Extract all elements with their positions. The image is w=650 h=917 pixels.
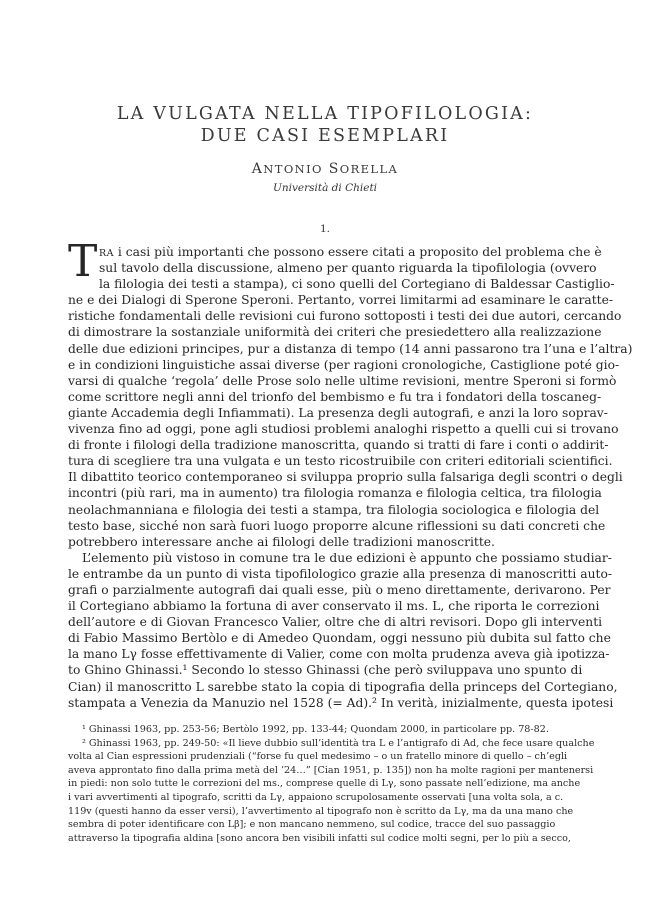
footnote-line: 119v (questi hanno da esser versi), l’avvertimento al tipografo non è scritto da Lγ, ma da una mano che [68,805,574,817]
title-line-2: DUE CASI ESEMPLARI [200,126,450,146]
body-line: potrebbero interessare anche ai filologi delle tradizioni manoscritte. [68,534,495,549]
body-line: incontri (più rari, ma in aumento) tra filologia romanza e filologia celtica, tra filologia [68,486,602,501]
body-line: sul tavolo della discussione, almeno per quanto riguarda la tipofilologia (ovvero [99,261,597,276]
author-last-cap: S [328,161,340,177]
body-line: la mano Lγ fosse effettivamente di Valier, come con molta prudenza aveva già ipotizza- [68,647,610,662]
body-line: ristiche fondamentali delle revisioni cui furono sottoposti i testi dei due autori, cercando [68,309,622,324]
body-line: la filologia dei testi a stampa), ci sono quelli del Cortegiano di Baldessar Castiglio- [99,277,615,292]
footnote-line: in piedi: non solo tutte le correzioni del ms., comprese quelle di Lγ, sono passate nell’edizione, ma anche [68,778,581,790]
body-line-text: i casi più importanti che possono essere citati a proposito del problema che è [114,245,602,259]
footnote-line: volta al Cian espressioni prudenziali (“forse fu quel medesimo – o un fratello minore di quello – ch’egli [68,751,568,763]
footnote-1: ¹ Ghinassi 1963, pp. 253-56; Bertòlo 1992, pp. 133-44; Quondam 2000, in particolare pp. 78-82. [82,724,549,735]
dropcap-continuation: RA [99,248,115,259]
author-first-cap: A [251,161,264,177]
footnote-2: ² Ghinassi 1963, pp. 249-50: «Il lieve dubbio sull’identità tra L e l’antigrafo di Ad, che fece usare qualche [82,737,595,749]
footnote-line: aveva approntato fino dalla prima metà del ’24…” [Cian 1951, p. 135]) non ha molte ragioni per mantenersi [68,764,594,776]
body-line: testo base, sicché non sarà fuori luogo proporre alcune riflessioni su dati concreti che [68,518,606,533]
title-line-1: LA VULGATA NELLA TIPOFILOLOGIA: [116,104,534,124]
author-first-rest: NTONIO [263,162,323,176]
body-line: come scrittore negli anni del trionfo del bembismo e fu tra i fondatori della toscaneg- [68,389,602,404]
body-line: to Ghino Ghinassi.¹ Secondo lo stesso Ghinassi (che però sviluppava uno spunto di [68,663,583,678]
section-number: 1. [319,223,331,235]
body-line: Il dibattito teorico contemporaneo si sviluppa proprio sulla falsariga degli scontri o degli [68,470,623,485]
body-line: varsi di qualche ‘regola’ delle Prose solo nelle ultime revisioni, mentre Speroni si formò [68,373,617,388]
body-line: di fronte i filologi della tradizione manoscritta, quando si tratti di fare i conti o addirit- [68,438,609,453]
body-line: dell’autore e di Giovan Francesco Valier, oltre che di altri revisori. Dopo gli interventi [68,615,603,630]
drop-cap: T [68,236,98,287]
body-line: neolachmanniana e filologia dei testi a stampa, tra filologia sociologica e filologia del [68,502,600,517]
body-line: il Cortegiano abbiamo la fortuna di aver conservato il ms. L, che riporta le correzioni [68,599,600,614]
body-text [68,236,633,711]
footnote-line: sembra di poter identificare con Lβ]; e non mancano nemmeno, sul codice, tracce del suo passaggio [68,819,556,831]
body-line: grafi o parzialmente autografi dai quali esse, più o meno direttamente, derivarono. Per [68,582,611,597]
author-affiliation: Università di Chieti [272,182,378,194]
article-title [0,103,650,147]
footnotes [68,723,595,845]
body-line: delle due edizioni principes, pur a distanza di tempo (14 anni passarono tra l’una e l’altra) [68,341,633,356]
body-line: L’elemento più vistoso in comune tra le due edizioni è appunto che possiamo studiar- [82,550,612,565]
body-line [68,244,602,260]
body-line: ne e dei Dialogi di Sperone Speroni. Pertanto, vorrei limitarmi ad esaminare le caratte- [68,293,614,308]
body-line: stampata a Venezia da Manuzio nel 1528 (= Ad).² In verità, inizialmente, questa ipotesi [68,695,614,710]
body-line: vivenza fino ad oggi, pone agli studiosi problemi analoghi rispetto a quelli cui si trovano [68,422,619,437]
footnote-line: i vari avvertimenti al tipografo, scritti da Lγ, appaiono scrupolosamente osservati [una volta sola, a c. [68,791,564,803]
body-line: Cian) il manoscritto L sarebbe stato la copia di tipografia della princeps del Cortegiano, [68,679,618,694]
body-line: tura di scegliere tra una vulgata e un testo ricostruibile con criteri editoriali scientifici. [68,454,613,469]
body-line: di dimostrare la sostanziale uniformità dei criteri che presiedettero alla realizzazione [68,325,602,340]
body-line: le entrambe da un punto di vista tipofilologico grazie alla presenza di manoscritti auto- [68,566,613,581]
body-line: di Fabio Massimo Bertòlo e di Amedeo Quondam, oggi nessuno più dubita sul fatto che [68,631,611,646]
footnote-line: attraverso la tipografia aldina [sono ancora ben visibili infatti sul codice molti segni, per lo più a secco, [68,832,571,844]
body-line: giante Accademia degli Infiammati). La presenza degli autografi, e anzi la loro soprav- [68,405,608,420]
author-last-rest: ORELLA [339,162,399,176]
body-line: e in condizioni linguistiche assai diverse (per ragioni cronologiche, Castiglione poté gio- [68,357,620,372]
author-name [0,161,650,177]
